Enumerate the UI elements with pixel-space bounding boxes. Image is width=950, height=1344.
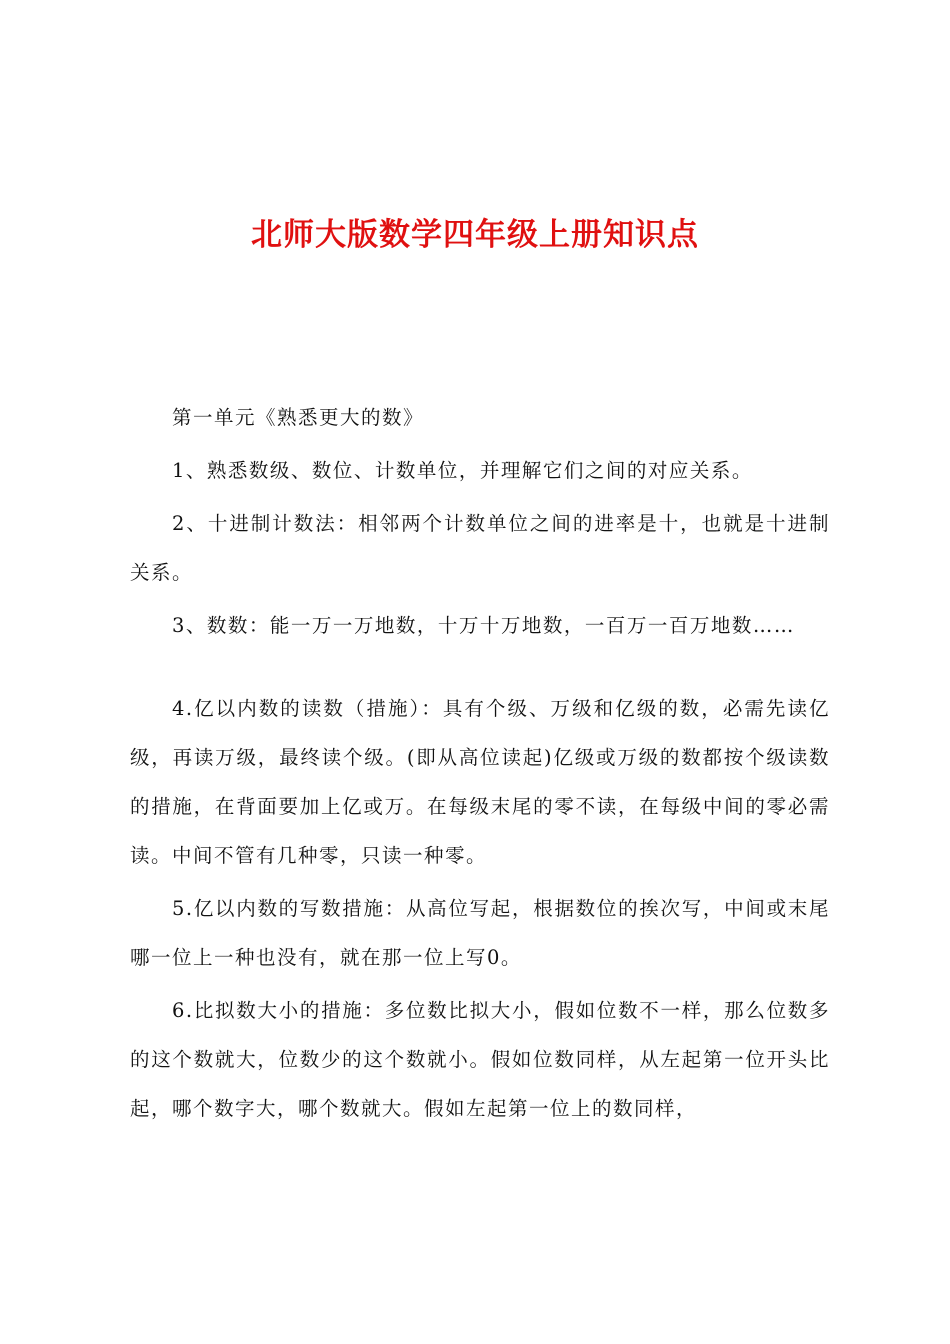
unit-heading: 第一单元《熟悉更大的数》 (172, 406, 425, 429)
paragraph-6: 6.比拟数大小的措施：多位数比拟大小，假如位数不一样，那么位数多的这个数就大，位数少的这个数就小。假如位数同样，从左起第一位开头比起，哪个数字大，哪个数就大。假如左起第一位上的数同样， (130, 999, 830, 1120)
document-body (130, 393, 830, 1133)
paragraph-4: 4.亿以内数的读数（措施）：具有个级、万级和亿级的数，必需先读亿级，再读万级，最终读个级。(即从高位读起)亿级或万级的数都按个级读数的措施，在背面要加上亿或万。在每级末尾的零不读，在每级中间的零必需读。中间不管有几种零，只读一种零。 (130, 697, 830, 867)
paragraph-3: 3、数数：能一万一万地数，十万十万地数，一百万一百万地数…… (172, 614, 795, 637)
paragraph-2: 2、十进制计数法：相邻两个计数单位之间的进率是十，也就是十进制关系。 (130, 512, 830, 584)
paragraph-1: 1、熟悉数级、数位、计数单位，并理解它们之间的对应关系。 (172, 459, 753, 482)
page-title: 北师大版数学四年级上册知识点 (251, 217, 699, 253)
paragraph-5: 5.亿以内数的写数措施：从高位写起，根据数位的挨次写，中间或末尾哪一位上一种也没有，就在那一位上写0。 (130, 897, 830, 969)
